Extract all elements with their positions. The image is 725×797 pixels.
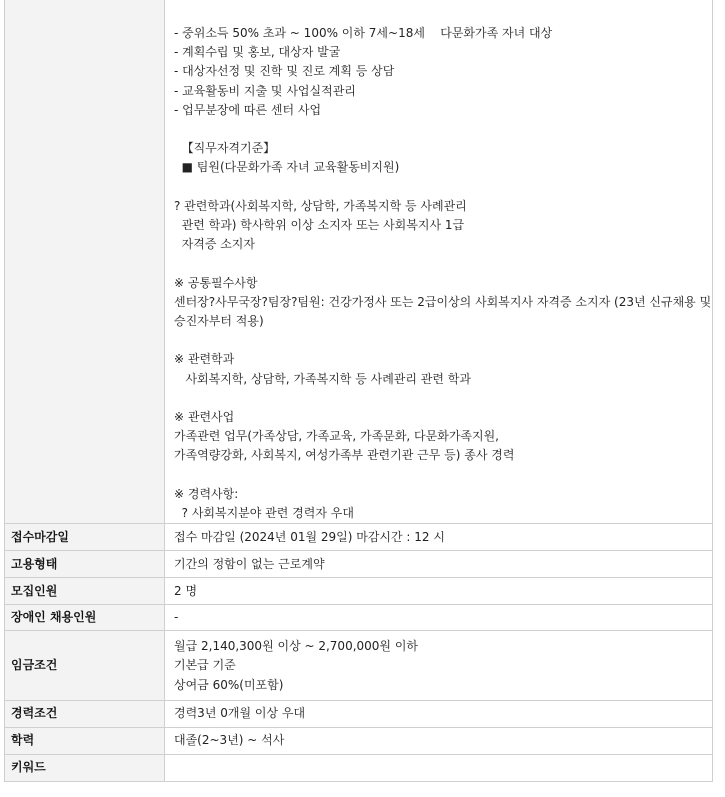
salary-line: 월급 2,140,300원 이상 ~ 2,700,000원 이하 (174, 639, 419, 654)
duty-line: ? 관련학과(사회복지학, 상담학, 가족복지학 등 사례관리 (174, 198, 467, 213)
duty-line: 센터장?사무국장?팀장?팀원: 건강가정사 또는 2급이상의 사회복지사 자격증 소지자 (23년 신규채용 및 승진자부터 적용) (174, 294, 712, 328)
employment-type-label: 고용형태 (5, 551, 165, 578)
headcount-label: 모집인원 (5, 578, 165, 605)
spacer (174, 466, 712, 485)
employment-type-value: 기간의 정함이 없는 근로계약 (165, 551, 713, 578)
duty-line: ※ 경력사항: (174, 486, 239, 501)
duty-line: 가족관련 업무(가족상담, 가족교육, 가족문화, 다문화가족지원, (174, 429, 499, 444)
duty-line: 자격증 소지자 (174, 237, 255, 252)
education-row (5, 727, 713, 754)
duty-line: - 교육활동비 지출 및 사업실적관리 (174, 83, 356, 98)
education-value: 대졸(2~3년) ~ 석사 (165, 727, 713, 754)
qualification-heading: 【직무자격기준】 (174, 141, 276, 156)
keywords-value (165, 754, 713, 781)
education-label: 학력 (5, 727, 165, 754)
experience-value: 경력3년 0개월 이상 우대 (165, 700, 713, 727)
duty-line: - 중위소득 50% 초과 ~ 100% 이하 7세~18세 다문화가족 자녀 대상 (174, 26, 553, 40)
deadline-row (5, 524, 713, 551)
duty-line: 가족역량강화, 사회복지, 여성가족부 관련기관 근무 등) 종사 경력 (174, 448, 515, 463)
duty-line: 사회복지학, 상담학, 가족복지학 등 사례관리 관련 학과 (174, 371, 471, 386)
employment-type-row (5, 551, 713, 578)
job-posting-detail (4, 0, 713, 782)
duty-line: ? 사회복지분야 관련 경력자 우대 (174, 505, 354, 520)
duty-line: - 대상자선정 및 진학 및 진로 계획 등 상담 (174, 64, 395, 79)
disabled-hire-label: 장애인 채용인원 (5, 605, 165, 631)
duty-description (165, 0, 713, 524)
spacer (174, 331, 712, 350)
spacer (174, 120, 712, 139)
experience-label: 경력조건 (5, 700, 165, 727)
keywords-label: 키워드 (5, 754, 165, 781)
deadline-label: 접수마감일 (5, 524, 165, 551)
duty-line: - 계획수립 및 홍보, 대상자 발굴 (174, 45, 341, 60)
disabled-hire-value: - (165, 605, 713, 631)
duty-line: - 업무분장에 따른 센터 사업 (174, 102, 322, 117)
spacer (174, 389, 712, 408)
headcount-row (5, 578, 713, 605)
duty-line: ■ 팀원(다문화가족 자녀 교육활동비지원) (174, 160, 400, 175)
spacer (174, 178, 712, 197)
duty-row (5, 0, 713, 524)
disabled-hire-row (5, 605, 713, 631)
keywords-row (5, 754, 713, 781)
salary-value (165, 631, 713, 701)
duty-line: 관련 학과) 학사학위 이상 소지자 또는 사회복지사 1급 (174, 218, 465, 232)
headcount-value: 2 명 (165, 578, 713, 605)
salary-line: 상여금 60%(미포함) (174, 677, 284, 692)
salary-row (5, 631, 713, 701)
duty-line: ※ 관련사업 (174, 409, 235, 424)
spacer (174, 254, 712, 273)
duty-label (5, 0, 165, 524)
duty-line: ※ 관련학과 (174, 352, 235, 367)
deadline-value: 접수 마감일 (2024년 01월 29일) 마감시간 : 12 시 (165, 524, 713, 551)
experience-row (5, 700, 713, 727)
duty-line: ※ 공통필수사항 (174, 275, 258, 290)
job-info-table (4, 0, 713, 782)
salary-label: 임금조건 (5, 631, 165, 701)
salary-line: 기본급 기준 (174, 658, 236, 673)
